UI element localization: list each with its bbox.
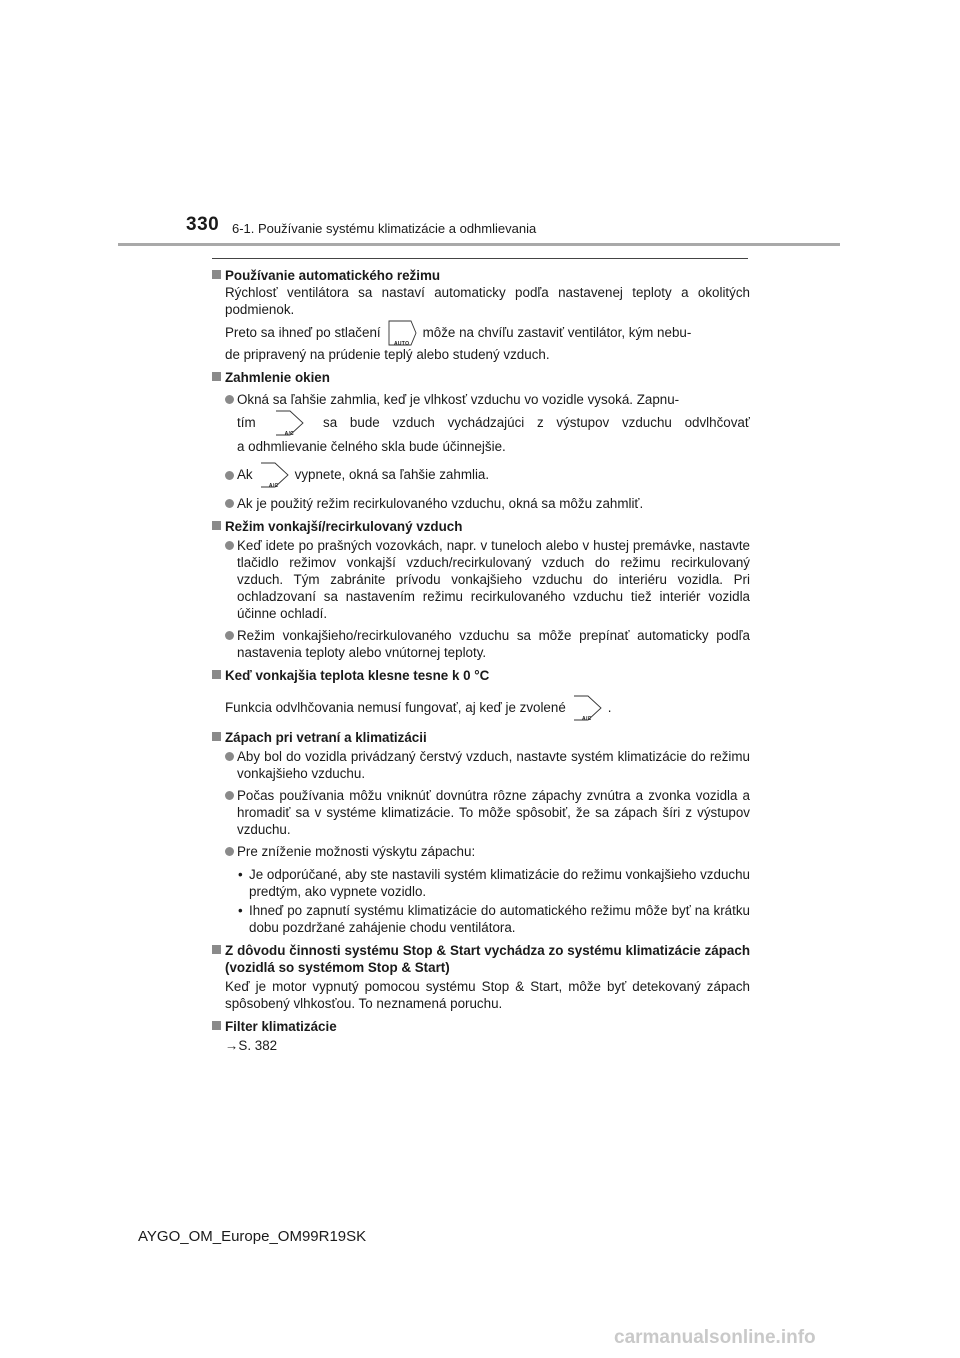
round-bullet-icon [225, 631, 234, 640]
ac-button-icon: A/C [274, 410, 304, 436]
auto-button-icon: AUTO [387, 320, 417, 346]
square-bullet-icon [212, 670, 221, 679]
list-item: Okná sa ľahšie zahmlia, keď je vlhkosť vzduchu vo vozidle vysoká. Zapnu- tím A/C sa bude vzduch vychádzajúci z výstupov vzduchu odvlhčovať a odhmlievanie čelného skla bude účinnejšie. [210, 391, 750, 455]
square-bullet-icon [212, 1021, 221, 1030]
list-item: Ak A/C vypnete, okná sa ľahšie zahmlia. [210, 460, 750, 490]
section-heading-filter [210, 1018, 750, 1035]
section-heading-stop-start [210, 942, 750, 976]
list-item: Aby bol do vozidla privádzaný čerstvý vzduch, nastavte systém klimatizácie do režimu vonkajšieho vzduchu. [210, 748, 750, 782]
round-bullet-icon [225, 395, 234, 404]
heading-text: Zahmlenie okien [225, 370, 330, 385]
heading-text: Keď vonkajšia teplota klesne tesne k 0 °C [225, 668, 490, 683]
ac-button-icon: A/C [259, 462, 289, 488]
page-number: 330 [186, 214, 220, 235]
chapter-title: 6-1. Používanie systému klimatizácie a odhmlievania [232, 221, 537, 236]
heading-text: Režim vonkajší/recirkulovaný vzduch [225, 519, 463, 534]
round-bullet-icon [225, 847, 234, 856]
page-content [210, 267, 750, 1054]
list-item: Ak je použitý režim recirkulovaného vzduchu, okná sa môžu zahmliť. [210, 495, 750, 512]
paragraph-with-icon: Preto sa ihneď po stlačení AUTO môže na chvíľu zastaviť ventilátor, kým nebu- [210, 318, 750, 348]
document-code: AYGO_OM_Europe_OM99R19SK [138, 1228, 367, 1245]
square-bullet-icon [212, 945, 221, 954]
list-item: Režim vonkajšieho/recirkulovaného vzduchu sa môže prepínať automaticky podľa nastavenia teploty alebo vnútornej teploty. [210, 627, 750, 661]
watermark: carmanualsonline.info [614, 1327, 816, 1348]
section-heading-odor [210, 729, 750, 746]
page-reference-link[interactable]: →S. 382 [225, 1038, 278, 1053]
content-divider [212, 258, 748, 259]
square-bullet-icon [212, 372, 221, 381]
header-divider [118, 243, 840, 246]
square-bullet-icon [212, 521, 221, 530]
round-bullet-icon [225, 791, 234, 800]
paragraph: Keď je motor vypnutý pomocou systému Stop & Start, môže byť detekovaný zápach spôsobený vlhkosťou. To neznamená poruchu. [225, 979, 750, 1011]
heading-text: Zápach pri vetraní a klimatizácii [225, 730, 427, 745]
round-bullet-icon [225, 499, 234, 508]
justified-line: tím A/C sa bude vzduch vychádzajúci z výstupov vzduchu odvlhčovať [237, 408, 750, 438]
paragraph: Rýchlosť ventilátora sa nastaví automaticky podľa nastavenej teploty a okolitých podmienok. [225, 285, 750, 317]
square-bullet-icon [212, 732, 221, 741]
heading-text: Používanie automatického režimu [225, 268, 441, 283]
sub-list-item: • Ihneď po zapnutí systému klimatizácie do automatického režimu môže byť na krátku dobu pozdržané zahájenie chodu ventilátora. [238, 903, 750, 935]
square-bullet-icon [212, 270, 221, 279]
section-heading-cold [210, 667, 750, 684]
list-item: Počas používania môžu vniknúť dovnútra rôzne zápachy zvnútra a zvonka vozidla a hromadiť sa v systéme klimatizácie. To môže spôsobiť, že sa zápach šíri z výstupov vzduchu. [210, 787, 750, 838]
list-item: Pre zníženie možnosti výskytu zápachu: [210, 843, 750, 860]
section-heading-auto-mode [210, 267, 750, 284]
round-bullet-icon [225, 541, 234, 550]
section-heading-recirc [210, 518, 750, 535]
round-bullet-icon [225, 471, 234, 480]
ac-button-icon: A/C [572, 695, 602, 721]
round-bullet-icon [225, 752, 234, 761]
paragraph-with-icon: Funkcia odvlhčovania nemusí fungovať, aj keď je zvolené A/C . [210, 693, 750, 723]
heading-text: Z dôvodu činnosti systému Stop & Start vychádza zo systému klimatizácie zápach (vozidlá so systémom Stop & Start) [225, 943, 750, 975]
sub-list-item: • Je odporúčané, aby ste nastavili systém klimatizácie do režimu vonkajšieho vzduchu predtým, ako vypnete vozidlo. [238, 867, 750, 899]
paragraph: de pripravený na prúdenie teplý alebo studený vzduch. [225, 347, 550, 362]
section-heading-fogging [210, 369, 750, 386]
list-item: Keď idete po prašných vozovkách, napr. v tuneloch alebo v hustej premávke, nastavte tlačidlo režimov vonkajší vzduch/recirkulovaný vzduch do režimu recirkulovaný vzduch. Tým zabránite prívodu vonkajšieho vzduchu do interiéru vozidla. Pri ochladzovaní sa nastavením režimu recirkulovaného vzduchu tiež interiér vozidla účinne ochladí. [210, 537, 750, 622]
heading-text: Filter klimatizácie [225, 1019, 337, 1034]
